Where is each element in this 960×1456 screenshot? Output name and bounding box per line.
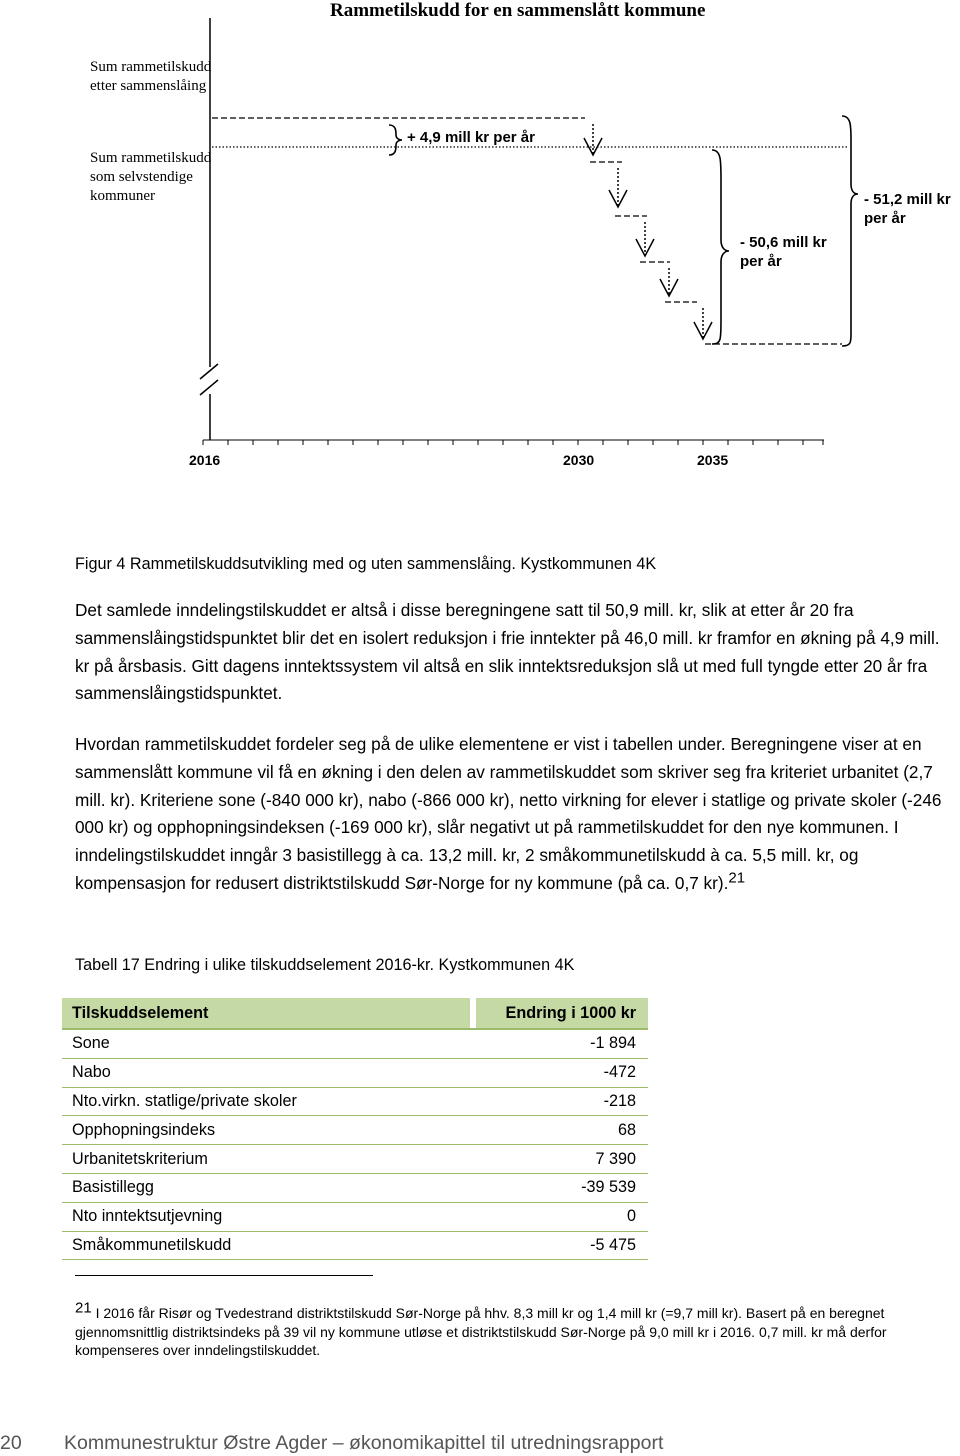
legend-after-merger: Sum rammetilskudd etter sammenslåing [90,59,212,94]
axis-break-mark-2 [200,380,218,395]
table-cell: Nabo [62,1058,470,1087]
table-cell: 7 390 [476,1145,648,1174]
increase-label: + 4,9 mill kr per år [407,129,535,146]
table-cell: -218 [476,1087,648,1116]
table-cell: -1 894 [476,1029,648,1058]
axis-break-mark-1 [200,364,218,379]
table-row [62,1087,648,1116]
footnote-separator [75,1275,373,1276]
legend-as-independent: Sum rammetilskudd som selvstendige kommuner [90,150,212,204]
table-header-cell: Tilskuddselement [62,998,470,1029]
paragraph-1 [75,597,955,708]
figure-caption: Figur 4 Rammetilskuddsutvikling med og uten sammenslåing. Kystkommunen 4K [75,555,657,573]
brace-increase [389,125,402,155]
table-header-row [62,998,648,1029]
table-row [62,1231,648,1260]
x-tick-label: 2035 [697,452,729,468]
paragraph-2-text [75,731,955,898]
table-cell: Nto.virkn. statlige/private skoler [62,1087,470,1116]
table-cell: -472 [476,1058,648,1087]
paragraph-1-text: Det samlede inndelingstilskuddet er altså i disse beregningene satt til 50,9 mill. kr, slik at etter år 20 fra sammenslåingstidspunktet blir det en isolert reduksjon i frie inntekter på 46,0 mill. kr framfor en økning på 4,9 mill. kr på årsbasis. Gitt dagens inntektssystem vil altså en slik inntektsreduksjon slå ut med full tyngde etter 20 år fra sammenslåingstidspunktet. [75,600,940,704]
x-tick-label: 2030 [563,452,595,468]
table-row [62,1145,648,1174]
table-row [62,1202,648,1231]
table-cell: Urbanitetskriterium [62,1145,470,1174]
footnote [75,1299,950,1360]
table-cell: 68 [476,1116,648,1145]
table-cell: Basistillegg [62,1173,470,1202]
table-row [62,1116,648,1145]
down-arrow-icon-5 [694,308,712,339]
brace-decrease-1 [712,150,729,344]
footer-title: Kommunestruktur Østre Agder – økonomikapittel til utredningsrapport [64,1432,664,1454]
paragraph-2 [75,731,955,898]
table-cell: Sone [62,1029,470,1058]
down-arrow-icon-2 [609,168,627,207]
subsidy-table [62,998,648,1260]
x-tick-label: 2016 [189,452,221,468]
down-arrow-icon-1 [584,124,602,155]
down-arrow-icon-4 [660,268,678,296]
table-cell: Nto inntektsutjevning [62,1202,470,1231]
figure-title: Rammetilskudd for en sammenslått kommune [330,0,706,21]
table-row [62,1173,648,1202]
footnote-body: I 2016 får Risør og Tvedestrand distriktstilskudd Sør-Norge på hhv. 8,3 mill kr og 1,4 mill kr (=9,7 mill kr). Basert på en beregnet gjennomsnittlig distriktsindeks på 39 vil ny kommune utløse et distriktstilskudd Sør-Norge på 9,0 mill kr i 2016. 0,7 mill. kr må derfor kompenseres over inndelingstilskuddet. [75,1305,887,1358]
paragraph-2-body: Hvordan rammetilskuddet fordeler seg på de ulike elementene er vist i tabellen under. Beregningene viser at en sammenslått kommune vil få en økning i den delen av rammetilskuddet som skriver seg fra kriteriet urbanitet (2,7 mill. kr). Kriteriene sone (-840 000 kr), nabo (-866 000 kr), netto virkning for elever i statlige og private skoler (-246 000 kr) og opphopningsindeksen (-169 000 kr), slår negativt ut på rammetilskuddet for den nye kommunen. I inndelingstilskuddet inngår 3 basistillegg à ca. 13,2 mill. kr, 2 småkommunetilskudd à ca. 5,5 mill. kr, og kompensasjon for redusert distriktstilskudd Sør-Norge for ny kommune (på ca. 0,7 kr). [75,734,942,893]
table-cell: 0 [476,1202,648,1231]
x-axis-ticks [203,440,823,445]
footnote-number: 21 [75,1299,92,1317]
table-header-cell: Endring i 1000 kr [476,998,648,1029]
footnote-reference[interactable]: 21 [728,869,746,887]
page-number: 20 [0,1432,22,1454]
table-cell: Opphopningsindeks [62,1116,470,1145]
table-row [62,1058,648,1087]
table-cell: Småkommunetilskudd [62,1231,470,1260]
brace-decrease-2 [842,116,858,346]
table-caption: Tabell 17 Endring i ulike tilskuddselement 2016-kr. Kystkommunen 4K [75,956,575,974]
table-cell: -39 539 [476,1173,648,1202]
footnote-text [75,1299,950,1360]
decrease-label-2: - 51,2 mill kr per år [864,191,951,227]
down-arrow-icon-3 [636,222,654,256]
decrease-label-1: - 50,6 mill kr per år [740,234,827,270]
table-cell: -5 475 [476,1231,648,1260]
table-row [62,1029,648,1058]
